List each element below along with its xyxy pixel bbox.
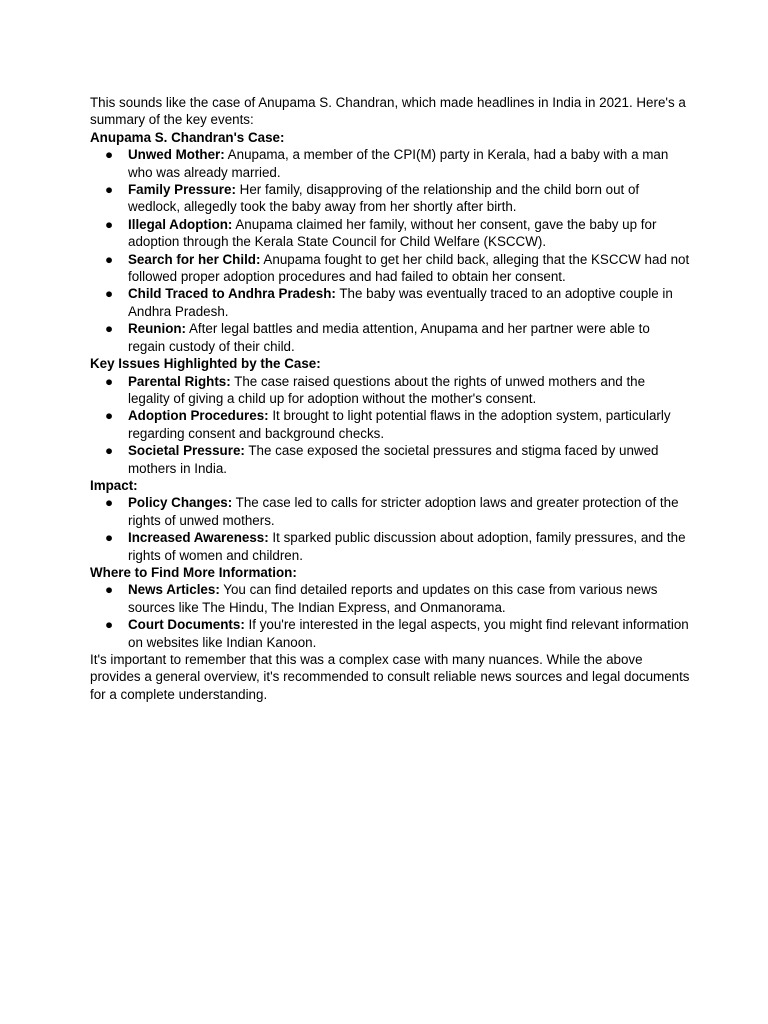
list-item-term: Policy Changes: (128, 495, 233, 511)
list-item (90, 146, 690, 181)
list-item-term: News Articles: (128, 582, 220, 598)
bullet-icon: ● (105, 617, 114, 633)
list-item-term: Adoption Procedures: (128, 408, 269, 424)
bullet-list-case (90, 146, 690, 355)
bullet-icon: ● (105, 495, 114, 511)
list-item (90, 320, 690, 355)
bullet-icon: ● (105, 147, 114, 163)
list-item-term: Parental Rights: (128, 373, 231, 389)
list-item-text: The case raised questions about the rights of unwed mothers and the legality of giving a child up for adoption without the mother's consent. (128, 373, 646, 406)
bullet-icon: ● (105, 216, 114, 232)
intro-paragraph: This sounds like the case of Anupama S. Chandran, which made headlines in India in 2021. Here's a summary of the key events: (90, 95, 686, 128)
bullet-icon: ● (105, 408, 114, 424)
list-item (90, 616, 690, 651)
list-item-text: The case exposed the societal pressures and stigma faced by unwed mothers in India. (128, 443, 659, 476)
list-item-term: Increased Awareness: (128, 530, 269, 546)
list-item (90, 407, 690, 442)
bullet-icon: ● (105, 530, 114, 546)
list-item-term: Search for her Child: (128, 251, 261, 267)
bullet-icon: ● (105, 443, 114, 459)
list-item-text: If you're interested in the legal aspects, you might find relevant information on websites like Indian Kanoon. (128, 617, 689, 650)
list-item (90, 251, 690, 286)
list-item-text: Anupama fought to get her child back, alleging that the KSCCW had not followed proper adoption procedures and had failed to obtain her consent. (128, 251, 690, 285)
section-heading-key-issues: Key Issues Highlighted by the Case: (90, 356, 321, 372)
list-item-text: It sparked public discussion about adoption, family pressures, and the rights of women and children. (128, 530, 686, 563)
bullet-icon: ● (105, 582, 114, 598)
list-item (90, 216, 690, 251)
bullet-list-more-info (90, 581, 690, 651)
list-item-term: Family Pressure: (128, 182, 236, 198)
section-heading-more-info: Where to Find More Information: (90, 564, 297, 580)
list-item (90, 494, 690, 529)
document-page (90, 94, 690, 703)
bullet-list-impact (90, 494, 690, 564)
closing-paragraph: It's important to remember that this was a complex case with many nuances. While the above provides a general overview, it's recommended to consult reliable news sources and legal documents for a complete understanding. (90, 652, 690, 702)
bullet-icon: ● (105, 321, 114, 337)
list-item (90, 529, 690, 564)
list-item-text: Anupama, a member of the CPI(M) party in Kerala, had a baby with a man who was already married. (128, 147, 669, 180)
list-item-term: Illegal Adoption: (128, 216, 233, 232)
bullet-list-key-issues (90, 373, 690, 477)
list-item-text: You can find detailed reports and updates on this case from various news sources like The Hindu, The Indian Express, and Onmanorama. (128, 582, 658, 615)
list-item (90, 442, 690, 477)
bullet-icon: ● (105, 251, 114, 267)
list-item-term: Unwed Mother: (128, 147, 225, 163)
list-item-term: Societal Pressure: (128, 443, 245, 459)
list-item (90, 285, 690, 320)
list-item-text: Her family, disapproving of the relationship and the child born out of wedlock, allegedly took the baby away from her shortly after birth. (128, 182, 640, 215)
list-item-text: The case led to calls for stricter adoption laws and greater protection of the rights of unwed mothers. (128, 495, 679, 528)
bullet-icon: ● (105, 373, 114, 389)
bullet-icon: ● (105, 286, 114, 302)
list-item-term: Child Traced to Andhra Pradesh: (128, 286, 336, 302)
list-item-text: It brought to light potential flaws in the adoption system, particularly regarding consent and background checks. (128, 408, 671, 441)
list-item-term: Court Documents: (128, 617, 245, 633)
list-item-text: After legal battles and media attention, Anupama and her partner were able to regain custody of their child. (128, 321, 650, 354)
list-item (90, 181, 690, 216)
bullet-icon: ● (105, 182, 114, 198)
list-item-term: Reunion: (128, 321, 187, 337)
section-heading-case: Anupama S. Chandran's Case: (90, 129, 285, 145)
list-item-text: Anupama claimed her family, without her consent, gave the baby up for adoption through the Kerala State Council for Child Welfare (KSCCW). (128, 216, 657, 250)
list-item-text: The baby was eventually traced to an adoptive couple in Andhra Pradesh. (128, 286, 673, 319)
list-item (90, 581, 690, 616)
list-item (90, 373, 690, 408)
section-heading-impact: Impact: (90, 477, 138, 493)
